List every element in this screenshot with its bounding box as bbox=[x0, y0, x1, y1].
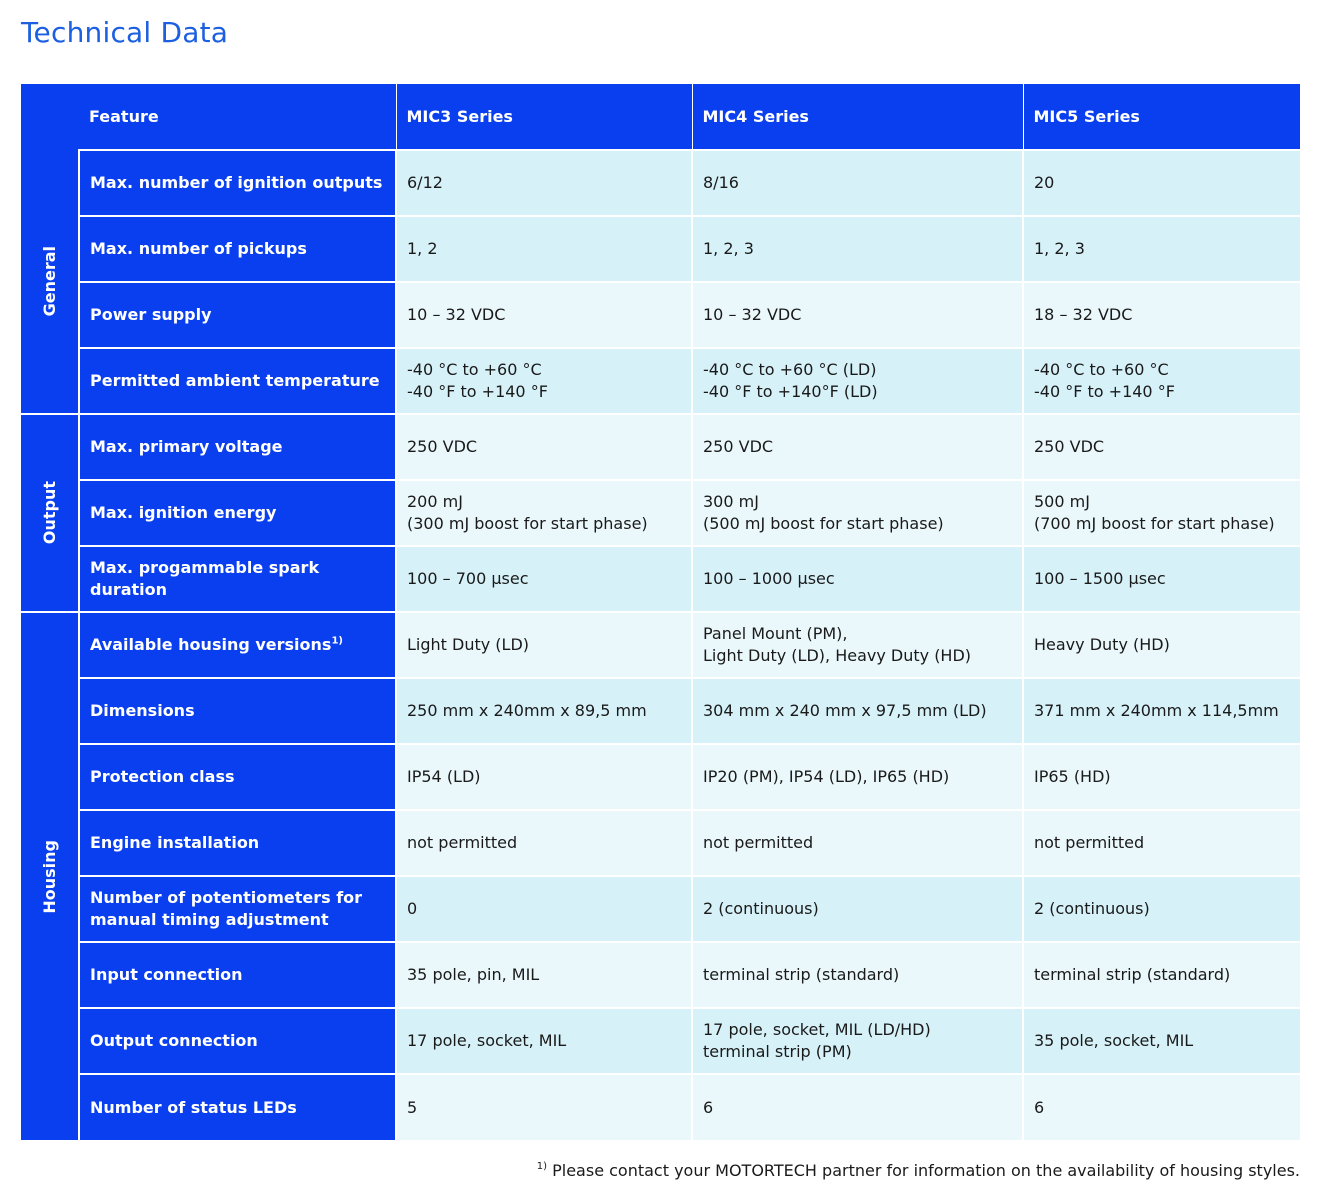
row-mic3-value: 1, 2 bbox=[396, 216, 692, 282]
table-row bbox=[21, 546, 1300, 612]
table-row bbox=[21, 1074, 1300, 1140]
row-mic3-value: 5 bbox=[396, 1074, 692, 1140]
header-feature: Feature bbox=[79, 84, 396, 150]
row-mic3-value: 17 pole, socket, MIL bbox=[396, 1008, 692, 1074]
row-mic5-value: 371 mm x 240mm x 114,5mm bbox=[1023, 678, 1300, 744]
row-mic3-value: 200 mJ (300 mJ boost for start phase) bbox=[396, 480, 692, 546]
row-mic3-value: 35 pole, pin, MIL bbox=[396, 942, 692, 1008]
row-mic3-value: 100 – 700 µsec bbox=[396, 546, 692, 612]
row-feature: Max. number of ignition outputs bbox=[79, 150, 396, 216]
row-mic3-value: 250 mm x 240mm x 89,5 mm bbox=[396, 678, 692, 744]
row-feature: Max. ignition energy bbox=[79, 480, 396, 546]
row-feature: Dimensions bbox=[79, 678, 396, 744]
table-row bbox=[21, 612, 1300, 678]
row-mic5-value: 6 bbox=[1023, 1074, 1300, 1140]
row-mic4-value: Panel Mount (PM), Light Duty (LD), Heavy Duty (HD) bbox=[692, 612, 1023, 678]
header-mic4: MIC4 Series bbox=[692, 84, 1023, 150]
row-mic5-value: 500 mJ (700 mJ boost for start phase) bbox=[1023, 480, 1300, 546]
header-mic5: MIC5 Series bbox=[1023, 84, 1300, 150]
table-row bbox=[21, 480, 1300, 546]
footnote-text: Please contact your MOTORTECH partner for information on the availability of housing styles. bbox=[552, 1161, 1300, 1180]
table-row bbox=[21, 414, 1300, 480]
row-mic4-value: 1, 2, 3 bbox=[692, 216, 1023, 282]
table-row bbox=[21, 810, 1300, 876]
footnote-marker: 1) bbox=[536, 1161, 548, 1172]
row-mic5-value: 2 (continuous) bbox=[1023, 876, 1300, 942]
row-mic3-value: 6/12 bbox=[396, 150, 692, 216]
group-label-output: Output bbox=[39, 481, 59, 545]
row-mic4-value: 300 mJ (500 mJ boost for start phase) bbox=[692, 480, 1023, 546]
row-feature: Engine installation bbox=[79, 810, 396, 876]
table-row bbox=[21, 216, 1300, 282]
table-header-row bbox=[21, 84, 1300, 150]
table-row bbox=[21, 744, 1300, 810]
row-feature bbox=[79, 612, 396, 678]
row-mic3-value: 0 bbox=[396, 876, 692, 942]
row-feature: Power supply bbox=[79, 282, 396, 348]
row-feature: Max. progammable spark duration bbox=[79, 546, 396, 612]
row-mic5-value: 35 pole, socket, MIL bbox=[1023, 1008, 1300, 1074]
row-mic3-value: not permitted bbox=[396, 810, 692, 876]
row-mic3-value: 10 – 32 VDC bbox=[396, 282, 692, 348]
row-feature: Permitted ambient temperature bbox=[79, 348, 396, 414]
row-mic4-value: 10 – 32 VDC bbox=[692, 282, 1023, 348]
row-feature: Number of potentiometers for manual timing adjustment bbox=[79, 876, 396, 942]
row-mic4-value: 6 bbox=[692, 1074, 1023, 1140]
row-mic4-value: IP20 (PM), IP54 (LD), IP65 (HD) bbox=[692, 744, 1023, 810]
footnote-ref: 1) bbox=[331, 635, 343, 647]
table-row bbox=[21, 282, 1300, 348]
row-mic4-value: 304 mm x 240 mm x 97,5 mm (LD) bbox=[692, 678, 1023, 744]
table-row bbox=[21, 678, 1300, 744]
row-mic4-value: terminal strip (standard) bbox=[692, 942, 1023, 1008]
row-mic5-value: 20 bbox=[1023, 150, 1300, 216]
row-mic5-value: Heavy Duty (HD) bbox=[1023, 612, 1300, 678]
group-output bbox=[21, 414, 79, 612]
row-mic4-value: 8/16 bbox=[692, 150, 1023, 216]
row-mic5-value: 250 VDC bbox=[1023, 414, 1300, 480]
row-mic5-value: 1, 2, 3 bbox=[1023, 216, 1300, 282]
table-row bbox=[21, 348, 1300, 414]
row-mic3-value: IP54 (LD) bbox=[396, 744, 692, 810]
header-corner bbox=[21, 84, 79, 150]
row-feature: Input connection bbox=[79, 942, 396, 1008]
row-mic4-value: 17 pole, socket, MIL (LD/HD) terminal strip (PM) bbox=[692, 1008, 1023, 1074]
table-row bbox=[21, 150, 1300, 216]
header-mic3: MIC3 Series bbox=[396, 84, 692, 150]
row-mic5-value: 18 – 32 VDC bbox=[1023, 282, 1300, 348]
row-mic4-value: 2 (continuous) bbox=[692, 876, 1023, 942]
group-label-general: General bbox=[39, 246, 59, 317]
row-mic5-value: -40 °C to +60 °C -40 °F to +140 °F bbox=[1023, 348, 1300, 414]
row-feature: Number of status LEDs bbox=[79, 1074, 396, 1140]
table-row bbox=[21, 1008, 1300, 1074]
row-mic3-value: -40 °C to +60 °C -40 °F to +140 °F bbox=[396, 348, 692, 414]
row-feature: Output connection bbox=[79, 1008, 396, 1074]
row-mic5-value: terminal strip (standard) bbox=[1023, 942, 1300, 1008]
table-row bbox=[21, 942, 1300, 1008]
row-mic5-value: not permitted bbox=[1023, 810, 1300, 876]
row-mic5-value: IP65 (HD) bbox=[1023, 744, 1300, 810]
row-mic3-value: 250 VDC bbox=[396, 414, 692, 480]
page-title: Technical Data bbox=[21, 16, 229, 49]
technical-data-table bbox=[21, 84, 1300, 1140]
row-feature: Protection class bbox=[79, 744, 396, 810]
footnote bbox=[537, 1161, 1300, 1180]
group-general bbox=[21, 150, 79, 414]
row-mic4-value: not permitted bbox=[692, 810, 1023, 876]
row-feature-label: Available housing versions bbox=[90, 635, 332, 654]
row-feature: Max. primary voltage bbox=[79, 414, 396, 480]
row-mic4-value: 100 – 1000 µsec bbox=[692, 546, 1023, 612]
row-feature: Max. number of pickups bbox=[79, 216, 396, 282]
row-mic4-value: 250 VDC bbox=[692, 414, 1023, 480]
group-housing bbox=[21, 612, 79, 1140]
row-mic5-value: 100 – 1500 µsec bbox=[1023, 546, 1300, 612]
table-row bbox=[21, 876, 1300, 942]
row-mic4-value: -40 °C to +60 °C (LD) -40 °F to +140°F (LD) bbox=[692, 348, 1023, 414]
group-label-housing: Housing bbox=[39, 839, 59, 914]
row-mic3-value: Light Duty (LD) bbox=[396, 612, 692, 678]
